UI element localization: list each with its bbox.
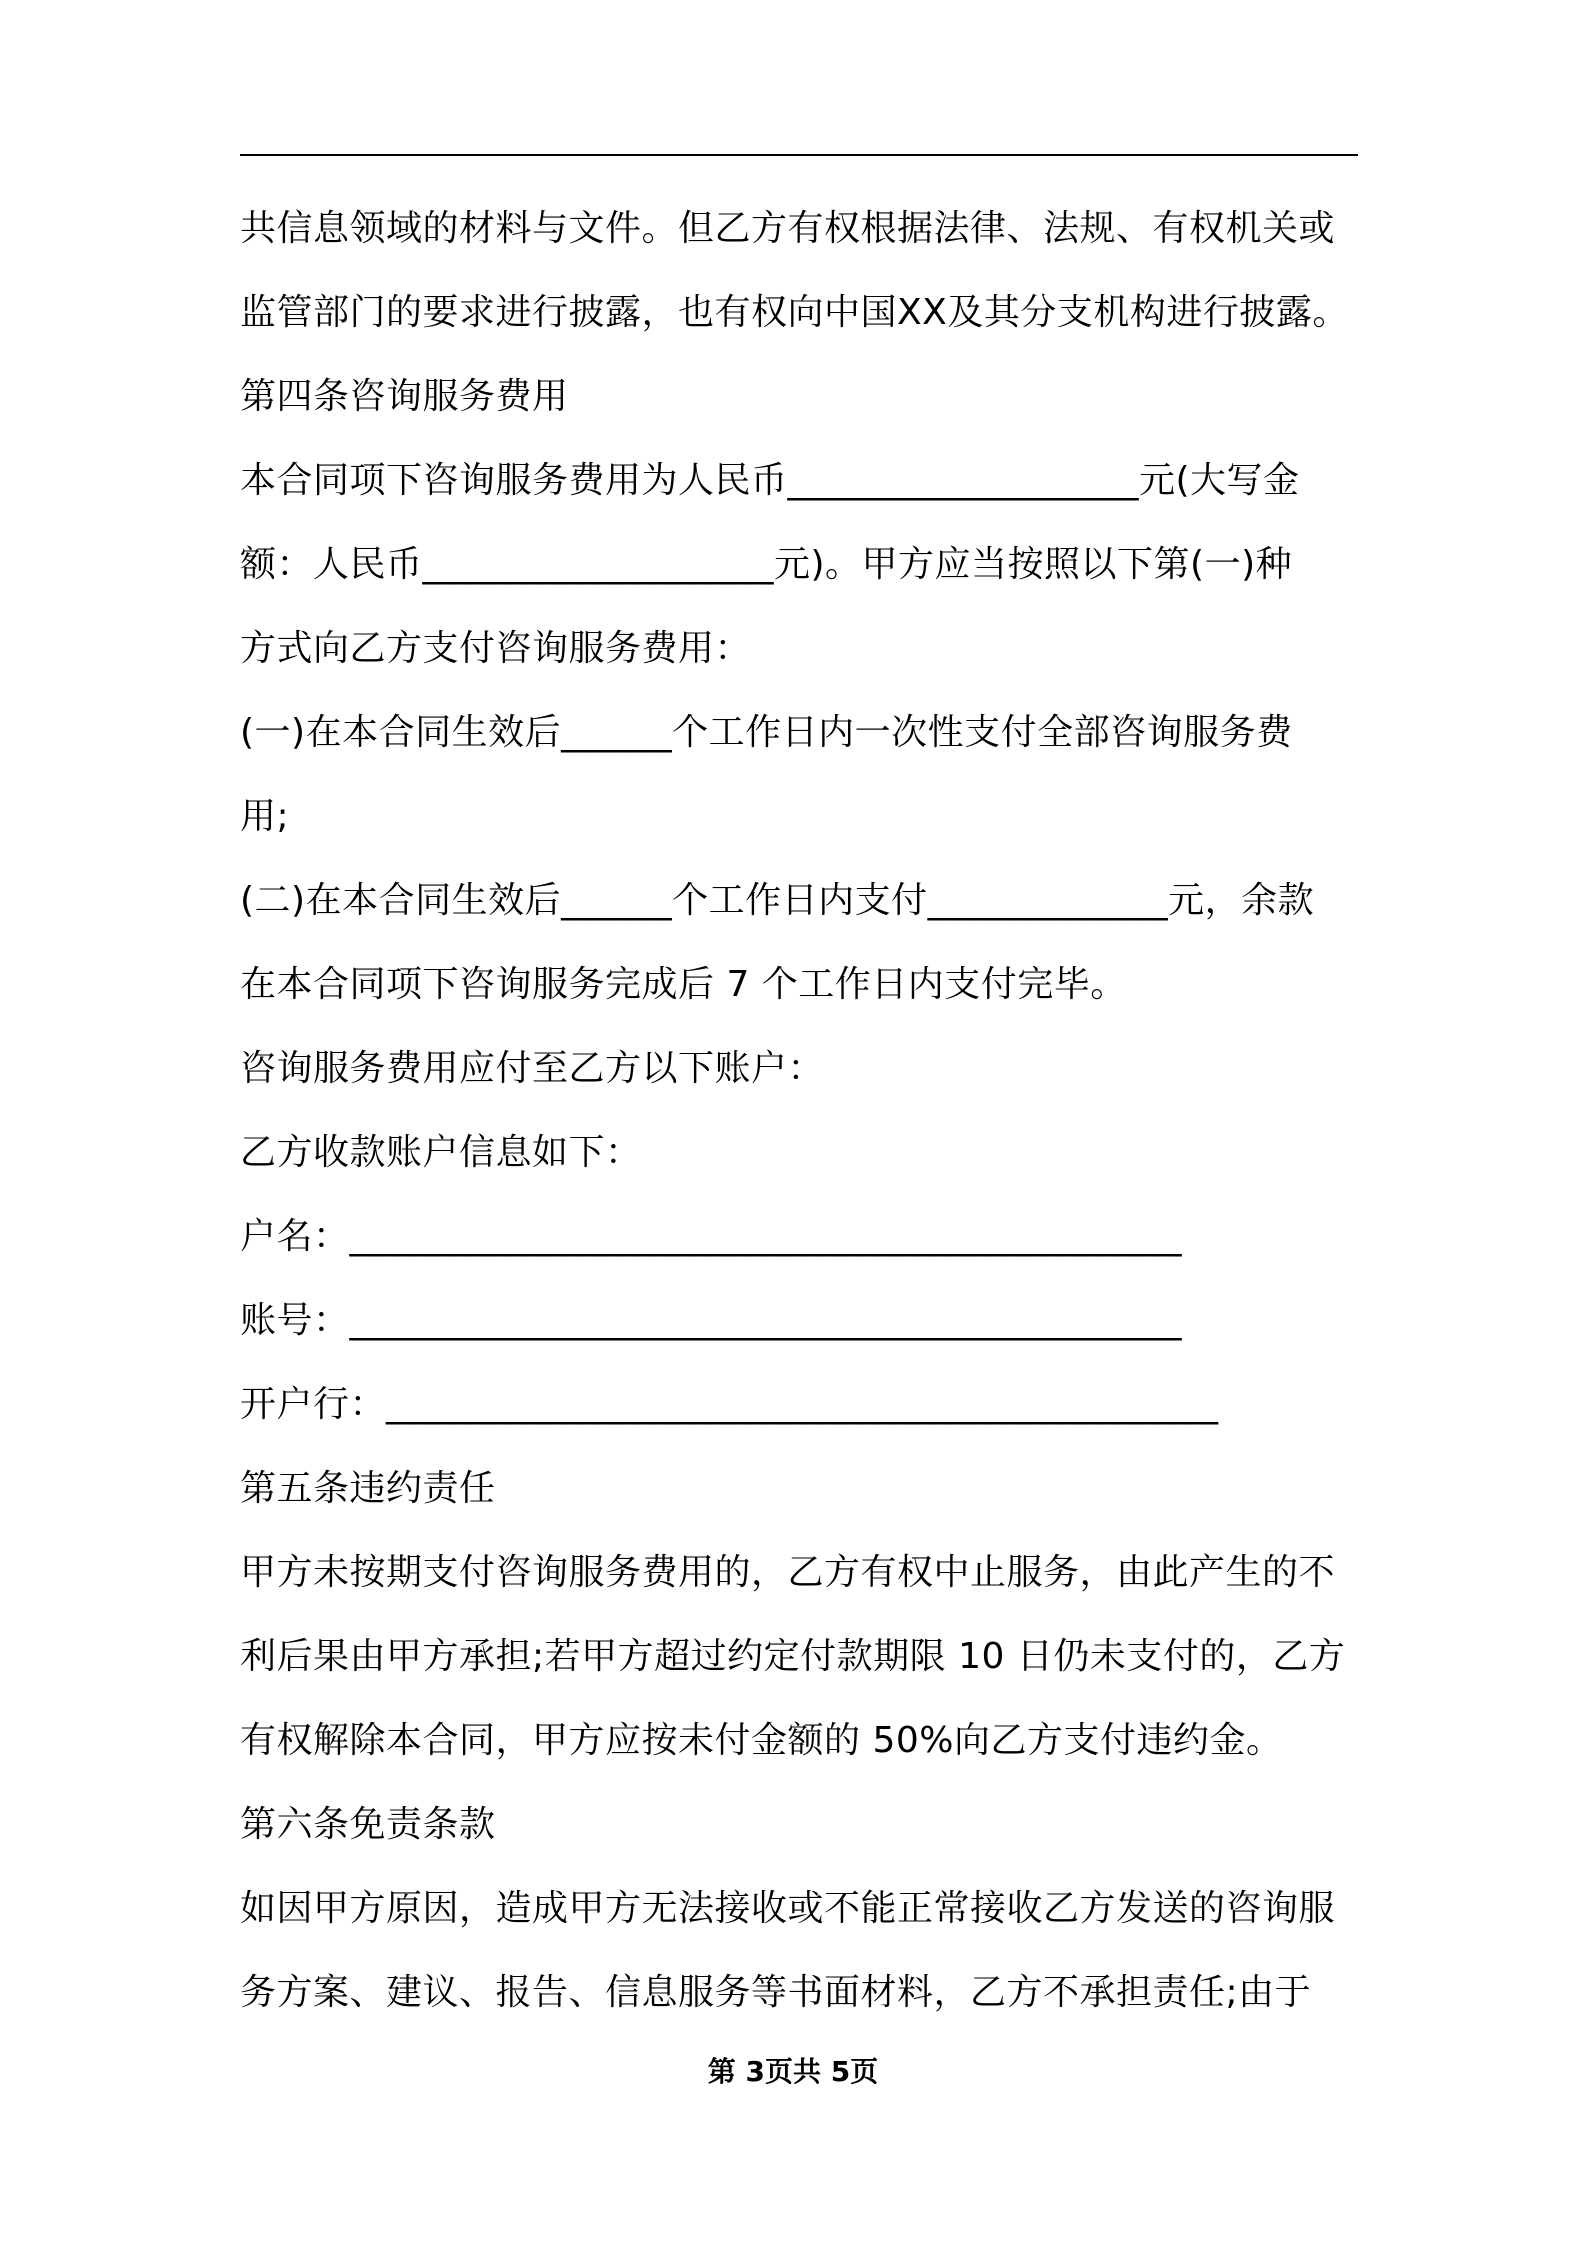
paragraph-line: 咨询服务费用应付至乙方以下账户： [240,1048,825,1089]
payment-option-1: (一)在本合同生效后______个工作日内一次性支付全部咨询服务费 [240,712,1293,753]
section-heading-fee: 第四条咨询服务费用 [240,376,569,417]
page-number: 第 3页共 5页 [707,2055,879,2088]
paragraph-line: 额：人民币___________________元)。甲方应当按照以下第(一)种 [240,544,1293,585]
account-number-field: 账号：_____________________________________________ [240,1300,1183,1341]
account-name-field: 户名：_____________________________________________ [240,1216,1183,1257]
paragraph-line: 监管部门的要求进行披露，也有权向中国XX及其分支机构进行披露。 [240,292,1349,333]
paragraph-line: 乙方收款账户信息如下： [240,1132,642,1173]
paragraph-line: 务方案、建议、报告、信息服务等书面材料，乙方不承担责任;由于 [240,1972,1312,2013]
paragraph-line: 用; [240,796,290,837]
header-rule [240,154,1358,156]
paragraph-line: 有权解除本合同，甲方应按未付金额的 50%向乙方支付违约金。 [240,1720,1283,1761]
section-heading-exemption: 第六条免责条款 [240,1804,496,1845]
bank-branch-field: 开户行：_____________________________________________ [240,1384,1219,1425]
payment-option-2: (二)在本合同生效后______个工作日内支付_____________元，余款 [240,880,1315,921]
paragraph-line: 利后果由甲方承担;若甲方超过约定付款期限 10 日仍未支付的，乙方 [240,1636,1346,1677]
paragraph-line: 甲方未按期支付咨询服务费用的，乙方有权中止服务，由此产生的不 [240,1552,1336,1593]
paragraph-line: 方式向乙方支付咨询服务费用： [240,628,752,669]
section-heading-liability: 第五条违约责任 [240,1468,496,1509]
paragraph-line: 本合同项下咨询服务费用为人民币___________________元(大写金 [240,460,1300,501]
paragraph-line: 如因甲方原因，造成甲方无法接收或不能正常接收乙方发送的咨询服 [240,1888,1336,1929]
paragraph-line: 在本合同项下咨询服务完成后 7 个工作日内支付完毕。 [240,964,1127,1005]
paragraph-line: 共信息领域的材料与文件。但乙方有权根据法律、法规、有权机关或 [240,208,1336,249]
